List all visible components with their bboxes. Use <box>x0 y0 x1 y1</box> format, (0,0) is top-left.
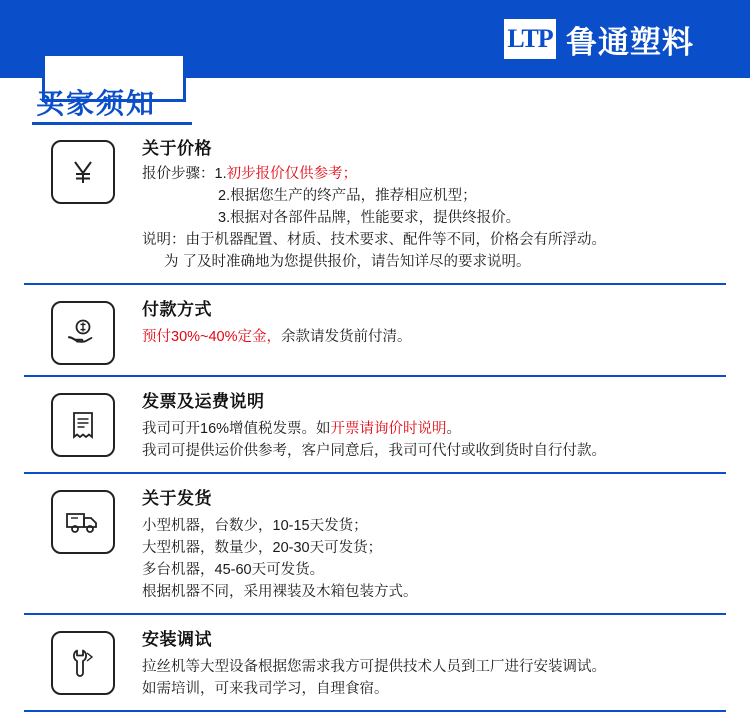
section-delivery-line-1: 小型机器，台数少，10-15天发货； <box>142 518 368 534</box>
invoice-highlight: 开票请询价时说明 <box>330 421 447 437</box>
section-delivery-icon-cell <box>24 484 142 554</box>
section-payment-body <box>142 295 726 348</box>
section-price-icon-cell <box>24 134 142 204</box>
section-invoice-icon-cell <box>24 387 142 457</box>
section-price-line-5: 为 了及时准确地为您提供报价，请告知详尽的要求说明。 <box>164 254 531 270</box>
section-delivery-line-4: 根据机器不同，采用裸装及木箱包装方式。 <box>142 584 418 600</box>
payment-deposit-highlight: 预付30%~40%定金， <box>142 329 282 345</box>
price-step-1-prefix: 报价步骤：1. <box>142 166 227 182</box>
section-delivery-line-2: 大型机器，数量少，20-30天可发货； <box>142 540 383 556</box>
section-payment <box>24 283 726 375</box>
section-price-line-1 <box>142 163 720 185</box>
section-invoice-title: 发票及运费说明 <box>142 392 265 411</box>
section-installation <box>24 613 726 712</box>
wrench-installation-icon <box>51 631 115 695</box>
section-delivery-title: 关于发货 <box>142 489 212 508</box>
invoice-icon <box>51 393 115 457</box>
invoice-prefix: 我司可开16%增值税发票。如 <box>142 421 331 437</box>
section-price-line-4: 说明：由于机器配置、材质、技术要求、配件等不同，价格会有所浮动。 <box>142 232 606 248</box>
logo-mark-icon: LTP <box>504 19 556 59</box>
section-installation-line-1: 拉丝机等大型设备根据您需求我方可提供技术人员到工厂进行安装调试。 <box>142 659 606 675</box>
section-invoice-line-1 <box>142 418 720 440</box>
title-underline-divider <box>32 122 192 125</box>
brand-logo <box>504 17 694 62</box>
title-band <box>0 78 750 134</box>
section-installation-body <box>142 625 726 700</box>
delivery-truck-icon <box>51 490 115 554</box>
section-invoice-body <box>142 387 726 462</box>
invoice-suffix: 。 <box>446 421 462 437</box>
section-installation-line-2: 如需培训，可来我司学习，自理食宿。 <box>142 681 389 697</box>
section-invoice-line-2: 我司可提供运价供参考，客户同意后，我司可代付或收到货时自行付款。 <box>142 443 606 459</box>
brand-name: 鲁通塑料 <box>566 24 694 60</box>
section-price-line-2: 2.根据您生产的终产品，推荐相应机型； <box>218 188 477 204</box>
section-price-title: 关于价格 <box>142 139 212 158</box>
section-payment-title: 付款方式 <box>142 300 212 319</box>
payment-balance-text: 余款请发货前付清。 <box>281 329 412 345</box>
section-delivery <box>24 472 726 613</box>
price-step-1-highlight: 初步报价仅供参考； <box>226 166 358 182</box>
section-delivery-body <box>142 484 726 603</box>
section-payment-icon-cell <box>24 295 142 365</box>
section-price-body <box>142 134 726 273</box>
hand-coin-payment-icon <box>51 301 115 365</box>
section-payment-line-1 <box>142 326 720 348</box>
section-installation-title: 安装调试 <box>142 630 212 649</box>
notice-sections <box>0 134 750 712</box>
yen-price-icon <box>51 140 115 204</box>
section-delivery-line-3: 多台机器，45-60天可发货。 <box>142 562 325 578</box>
section-installation-icon-cell <box>24 625 142 695</box>
section-price <box>24 134 726 283</box>
section-price-line-3: 3.根据对各部件品牌，性能要求，提供终报价。 <box>218 210 521 226</box>
page-header <box>0 0 750 78</box>
page-title: 买家须知 <box>36 88 157 119</box>
section-invoice <box>24 375 726 472</box>
